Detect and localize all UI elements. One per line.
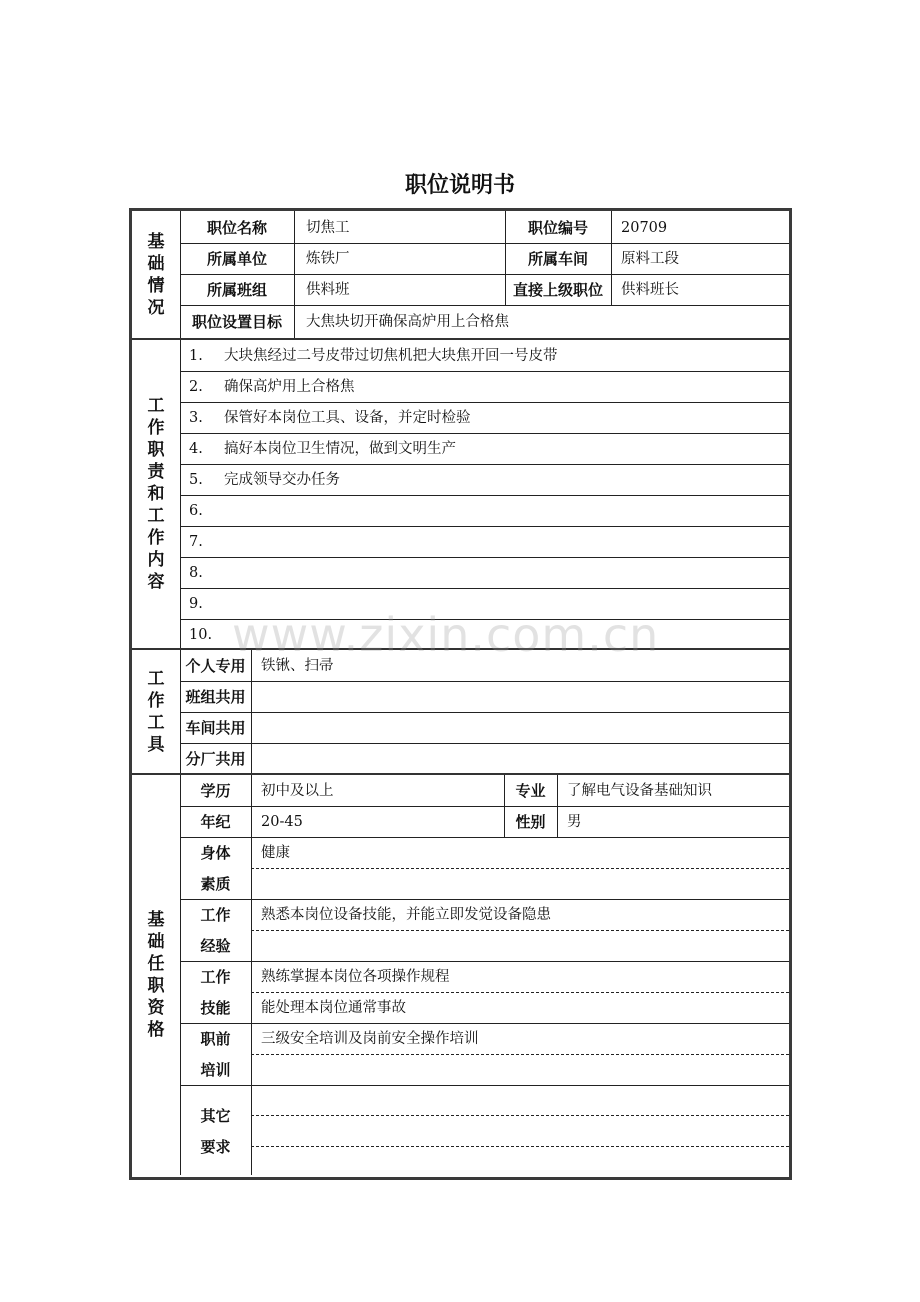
experience-value: 熟悉本岗位设备技能，并能立即发觉设备隐患 <box>261 907 551 923</box>
position-no-label: 职位编号 <box>527 219 588 237</box>
gender-label: 性别 <box>515 813 546 831</box>
watermark: www.zixin.com.cn <box>232 608 660 662</box>
section-char: 任 <box>147 954 165 974</box>
superior-label: 直接上级职位 <box>512 281 603 299</box>
workshop-value: 原料工段 <box>621 251 679 267</box>
duty-item <box>189 341 558 372</box>
duty-number: 4. <box>189 441 203 457</box>
duty-number: 9. <box>189 596 203 612</box>
training-label: 职前 <box>200 1030 231 1048</box>
divider <box>180 712 789 713</box>
unit-value: 炼铁厂 <box>306 251 350 267</box>
age-value: 20-45 <box>261 814 303 830</box>
skills-label: 技能 <box>200 999 231 1017</box>
position-name-label: 职位名称 <box>206 219 267 237</box>
goal-label: 职位设置目标 <box>191 313 282 331</box>
training-label: 培训 <box>200 1061 231 1079</box>
section-char: 工 <box>147 712 165 733</box>
body-value: 健康 <box>261 845 290 861</box>
section-char: 作 <box>147 418 165 438</box>
section-divider <box>132 338 789 340</box>
section-char: 内 <box>147 550 165 570</box>
section-char: 和 <box>147 484 165 504</box>
section-char: 具 <box>147 734 165 755</box>
duty-number: 5. <box>189 472 203 488</box>
tool-label: 分厂共用 <box>185 750 246 768</box>
section-char: 容 <box>147 572 165 592</box>
unit-label: 所属单位 <box>206 250 267 268</box>
duty-number: 7. <box>189 534 203 550</box>
section-char: 础 <box>147 932 165 952</box>
divider <box>180 588 789 589</box>
section-char: 况 <box>147 297 165 318</box>
duty-number: 10. <box>189 627 213 643</box>
duty-number: 8. <box>189 565 203 581</box>
duty-text: 搞好本岗位卫生情况，做到文明生产 <box>224 441 456 457</box>
job-description-table <box>129 208 792 1180</box>
duty-item <box>189 620 224 651</box>
body-label: 素质 <box>200 875 231 893</box>
section-char: 工 <box>147 506 165 526</box>
tool-label: 个人专用 <box>185 657 246 675</box>
duty-item <box>189 527 224 558</box>
section-char: 作 <box>147 690 165 711</box>
other-label: 其它 <box>200 1107 231 1125</box>
page-title: 职位说明书 <box>404 173 515 198</box>
duty-item <box>189 496 224 527</box>
section-char: 职 <box>147 440 165 460</box>
workshop-label: 所属车间 <box>527 250 588 268</box>
duty-item <box>189 434 456 465</box>
skills-label: 工作 <box>200 968 231 986</box>
duty-item <box>189 372 355 403</box>
duty-text: 大块焦经过二号皮带过切焦机把大块焦开回一号皮带 <box>224 348 558 364</box>
section-char: 基 <box>147 231 165 252</box>
duty-item <box>189 558 224 589</box>
superior-value: 供料班长 <box>621 282 679 298</box>
position-name-value: 切焦工 <box>306 220 350 236</box>
experience-label: 工作 <box>200 906 231 924</box>
section-char: 资 <box>147 998 165 1018</box>
divider <box>611 211 612 305</box>
section-char: 工 <box>147 396 165 416</box>
training-value: 三级安全培训及岗前安全操作培训 <box>261 1031 479 1047</box>
section-qualifications <box>132 775 180 1175</box>
skills-value: 能处理本岗位通常事故 <box>261 1000 406 1016</box>
skills-value: 熟练掌握本岗位各项操作规程 <box>261 969 450 985</box>
team-label: 所属班组 <box>206 281 267 299</box>
divider <box>180 1085 789 1086</box>
goal-value: 大焦块切开确保高炉用上合格焦 <box>306 314 509 330</box>
major-value: 了解电气设备基础知识 <box>567 783 712 799</box>
experience-label: 经验 <box>200 937 231 955</box>
duty-item <box>189 589 224 620</box>
section-tools <box>132 650 180 773</box>
other-label: 要求 <box>200 1138 231 1156</box>
tool-value: 铁锹、扫帚 <box>261 658 334 674</box>
tool-label: 车间共用 <box>185 719 246 737</box>
section-char: 责 <box>147 462 165 482</box>
tool-label: 班组共用 <box>185 688 246 706</box>
section-duties <box>132 340 180 648</box>
section-char: 工 <box>147 668 165 689</box>
duty-item <box>189 465 340 496</box>
education-value: 初中及以上 <box>261 783 334 799</box>
section-char: 格 <box>147 1020 165 1040</box>
duty-item <box>189 403 471 434</box>
divider <box>180 743 789 744</box>
duty-text: 完成领导交办任务 <box>224 472 340 488</box>
dashed-divider <box>251 1146 789 1147</box>
divider <box>180 557 789 558</box>
major-label: 专业 <box>515 782 546 800</box>
dashed-divider <box>251 868 789 869</box>
section-char: 职 <box>147 976 165 996</box>
gender-value: 男 <box>567 814 582 830</box>
section-char: 作 <box>147 528 165 548</box>
age-label: 年纪 <box>200 813 231 831</box>
divider <box>180 526 789 527</box>
position-no-value: 20709 <box>621 220 668 236</box>
duty-number: 6. <box>189 503 203 519</box>
section-char: 基 <box>147 910 165 930</box>
duty-text: 确保高炉用上合格焦 <box>224 379 355 395</box>
duty-number: 3. <box>189 410 203 426</box>
divider <box>251 650 252 1175</box>
duty-number: 2. <box>189 379 203 395</box>
duty-number: 1. <box>189 348 203 364</box>
education-label: 学历 <box>200 782 231 800</box>
section-basic-info <box>132 211 180 338</box>
duty-text: 保管好本岗位工具、设备，并定时检验 <box>224 410 471 426</box>
section-divider <box>132 773 789 775</box>
dashed-divider <box>251 1115 789 1116</box>
section-char: 础 <box>147 253 165 274</box>
body-label: 身体 <box>200 844 231 862</box>
section-char: 情 <box>147 275 165 296</box>
team-value: 供料班 <box>306 282 350 298</box>
